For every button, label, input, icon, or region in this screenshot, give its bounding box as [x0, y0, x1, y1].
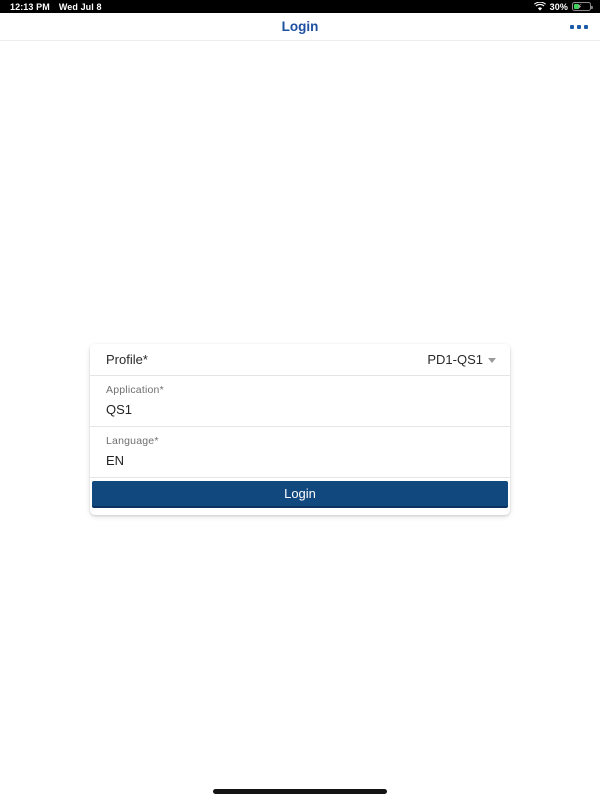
main-content [0, 41, 600, 799]
ellipsis-icon [584, 25, 588, 29]
language-field[interactable] [90, 427, 510, 477]
language-value: EN [106, 453, 125, 468]
battery-charging-icon [572, 2, 591, 11]
ellipsis-menu-button[interactable] [566, 13, 592, 40]
profile-value: PD1-QS1 [427, 352, 483, 367]
home-indicator[interactable] [213, 789, 387, 794]
battery-tip [591, 6, 593, 10]
language-label: Language* [106, 435, 159, 447]
nav-bar [0, 13, 600, 41]
wifi-icon [534, 2, 546, 11]
status-bar [0, 0, 600, 13]
status-time: 12:13 PM [10, 1, 50, 12]
application-label: Application* [106, 384, 164, 396]
login-form-card [90, 344, 510, 515]
profile-label: Profile* [106, 352, 148, 367]
login-button[interactable]: Login [92, 481, 508, 508]
profile-select[interactable] [90, 344, 510, 375]
application-field[interactable] [90, 376, 510, 426]
page-title: Login [281, 19, 319, 34]
dropdown-caret-icon [488, 358, 496, 363]
status-date: Wed Jul 8 [58, 1, 102, 12]
charging-bolt-icon: ⚡ [577, 3, 583, 11]
battery-percent: 30% [549, 1, 568, 12]
application-value: QS1 [106, 402, 133, 417]
ellipsis-icon [570, 25, 574, 29]
ellipsis-icon [577, 25, 581, 29]
